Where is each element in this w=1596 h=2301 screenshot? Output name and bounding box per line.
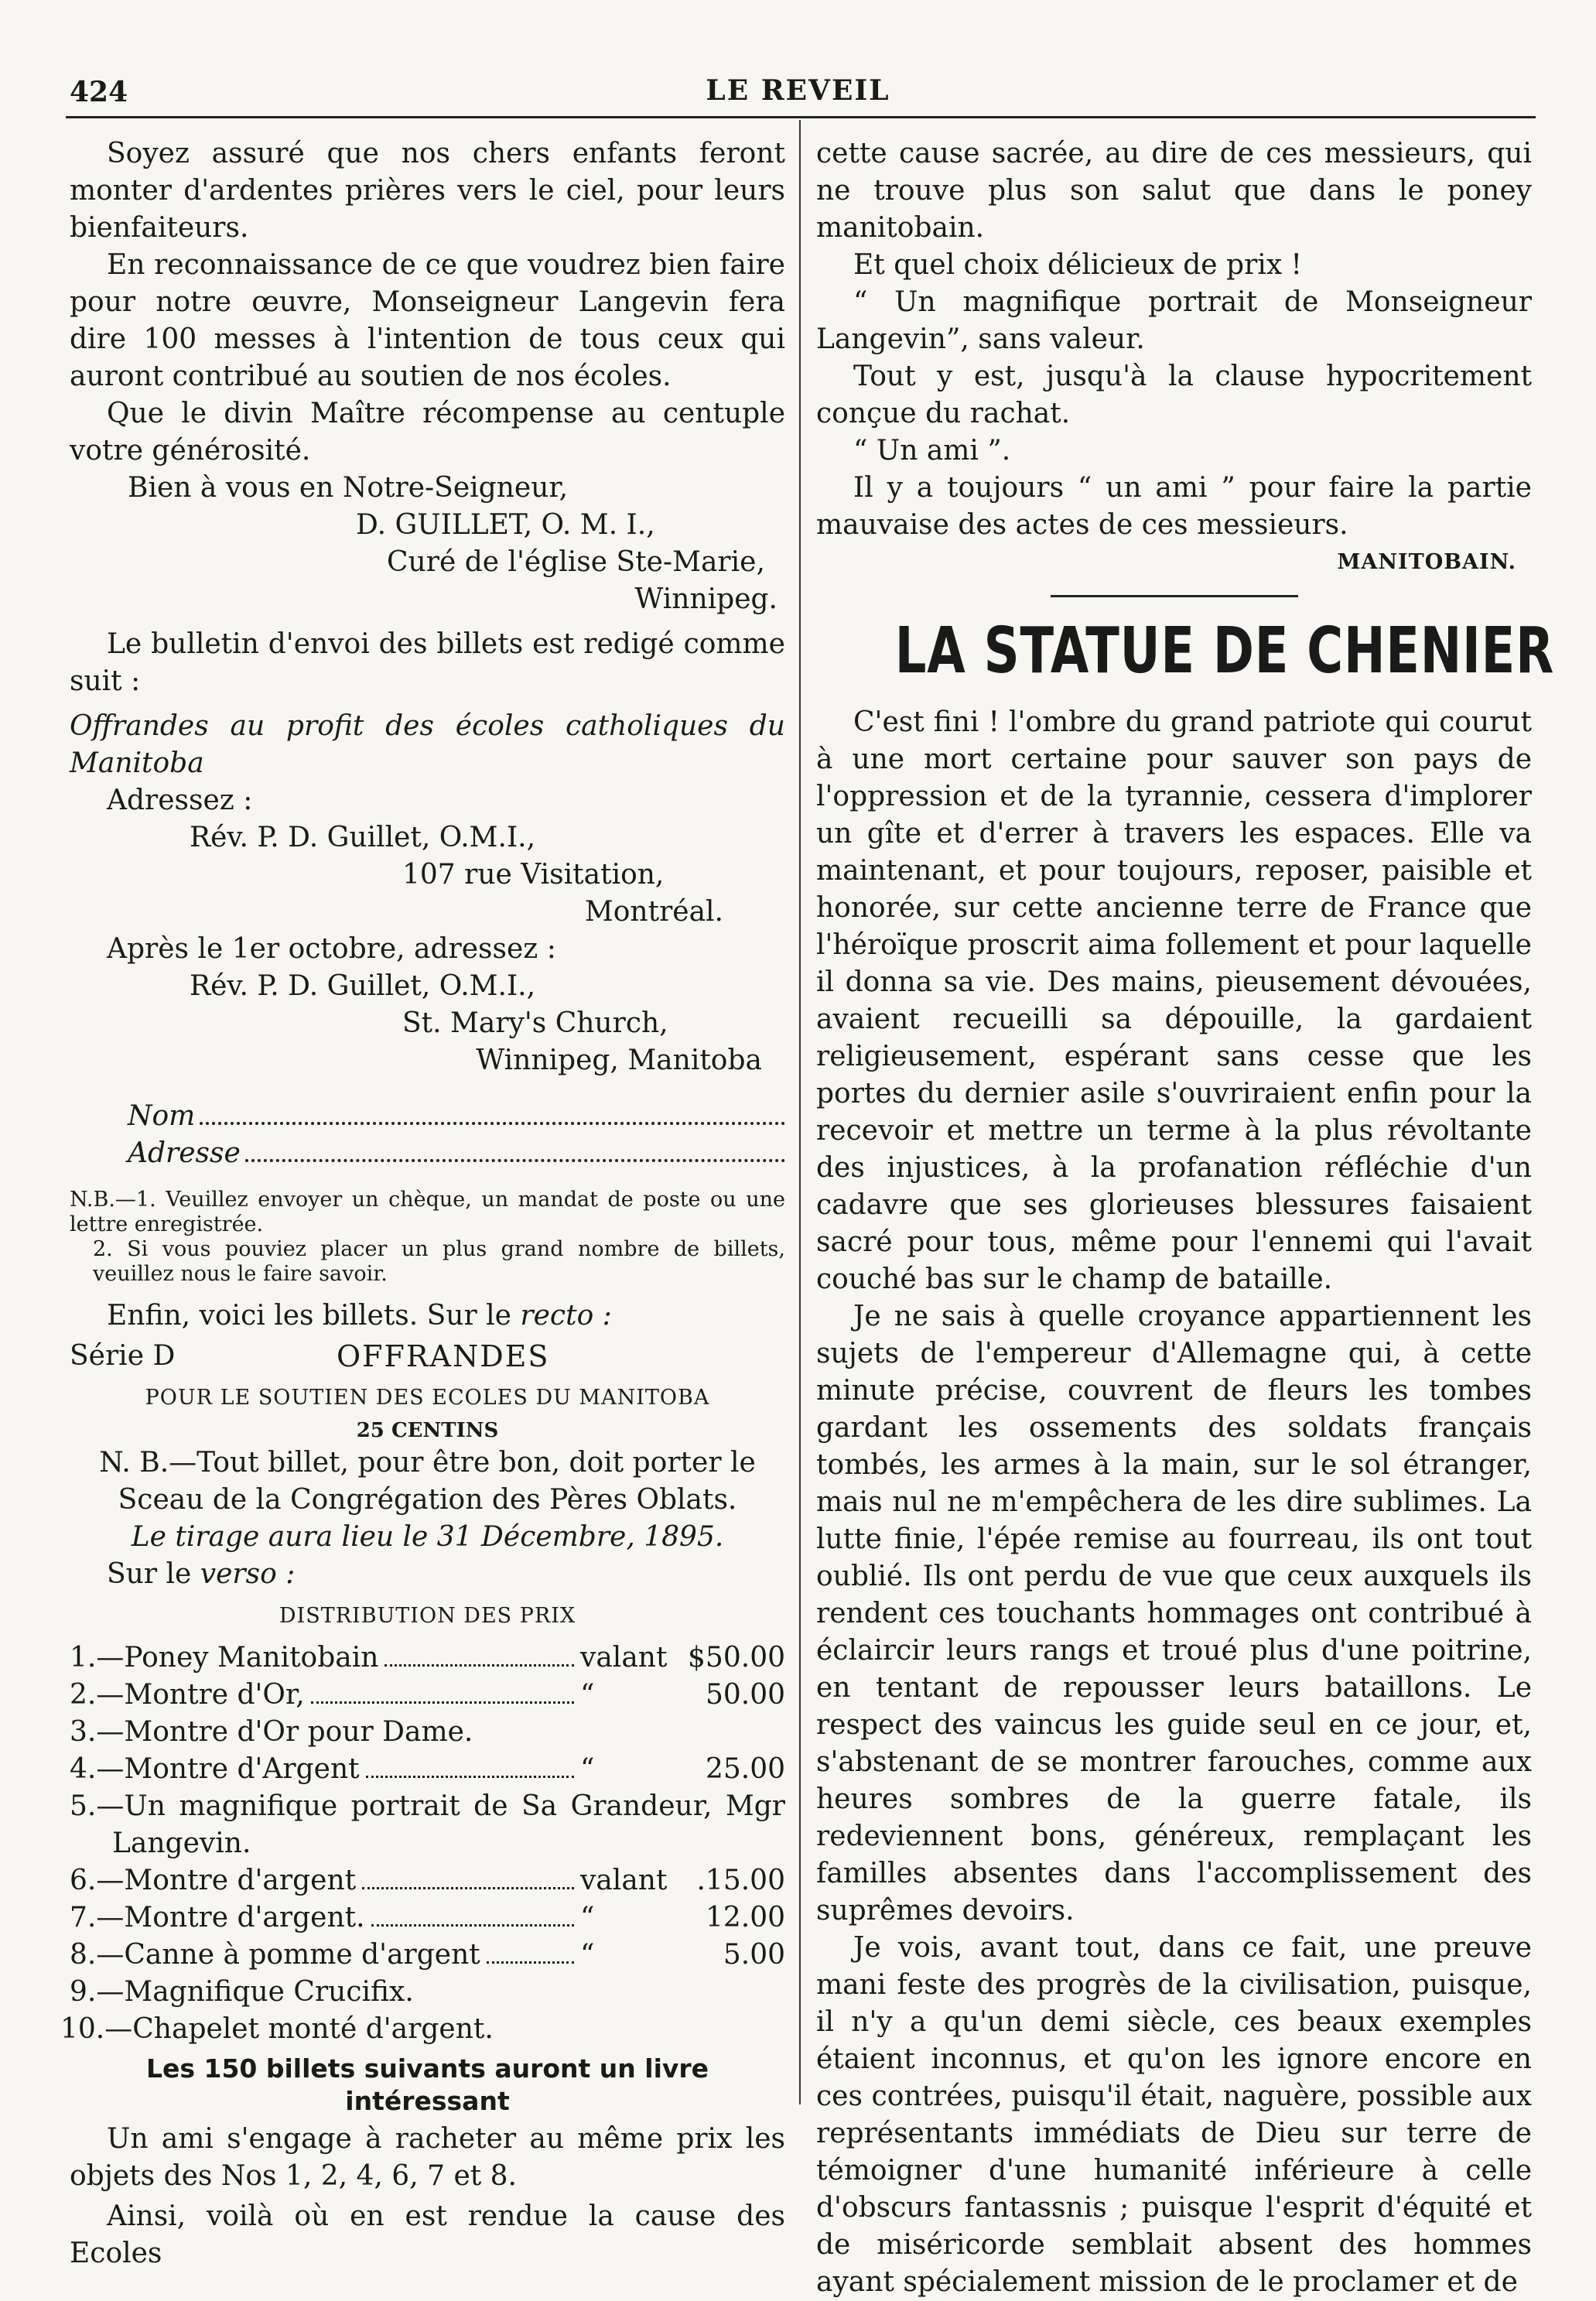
distribution-heading: DISTRIBUTION DES PRIX: [279, 1604, 576, 1628]
dotted-leader: [245, 1137, 785, 1162]
note: N.B.—1. Veuillez envoyer un chèque, un mandat de poste ou une lettre enregistrée.: [70, 1188, 785, 1236]
dotted-leader: [487, 1941, 574, 1964]
address-instruction: Après le 1er octobre, adressez :: [107, 933, 556, 965]
prize-unit: “: [580, 1939, 595, 1971]
paragraph: Je ne sais à quelle croyance appartiennent les sujets de l'empereur d'Allemagne qui, à cette minute précise, couvrent de fleurs les tombes gardant les ossements des soldats français tombés, les armes à la main, sur le sol étranger, mais nul ne m'empêchera de les dire sublimes. La lutte finie, l'épée remise au fourreau, ils ont tout oublié. Ils ont perdu de vue que ceux auxquels ils rendent ces touchants hommages ont contribué à éclaircir leurs rangs et troué plus d'une poitrine, en tentant de repousser leurs bataillons. Le respect des vaincus les guide seul en ce jour, et, s'abstenant de se montrer farouches, comme aux heures sombres de la guerre fatale, ils redeviennent bons, généreux, remplaçant les familles absentes dans l'accomplissement des suprêmes devoirs.: [816, 1301, 1532, 1927]
prize-label: 2.—Montre d'Or,: [70, 1679, 305, 1711]
dotted-leader: [366, 1756, 574, 1778]
ticket-price: 25 CENTINS: [356, 1419, 499, 1442]
prize-amount: .15.00: [696, 1865, 785, 1896]
page-number: 424: [70, 76, 128, 108]
prize-label: 1.—Poney Manitobain: [70, 1642, 379, 1674]
closing-line: Bien à vous en Notre-Seigneur,: [128, 472, 569, 504]
billets-heading: Les 150 billets suivants auront un livre intéressant: [145, 2053, 709, 2116]
prize-item: 10.—Chapelet monté d'argent.: [60, 2013, 494, 2045]
paragraph: En reconnaissance de ce que voudrez bien faire pour notre œuvre, Monseigneur Langevin fera dire 100 messes à l'intention de tous ceux qui auront contribué au soutien de nos écoles.: [70, 249, 785, 392]
left-column: [60, 135, 785, 2272]
dotted-leader: [479, 1721, 574, 1741]
adresse-field: [70, 1135, 785, 1172]
article-headline: LA STATUE DE CHENIER: [894, 614, 1555, 688]
prize-amount: 5.00: [723, 1939, 785, 1971]
address-city: Winnipeg, Manitoba: [476, 1045, 762, 1076]
prize-label: 7.—Montre d'argent.: [70, 1902, 365, 1933]
enfin-text: Enfin, voici les billets. Sur le: [107, 1300, 511, 1332]
nom-label: Nom: [128, 1100, 196, 1132]
prize-label: 8.—Canne à pomme d'argent: [70, 1939, 480, 1971]
dotted-leader: [362, 1867, 574, 1889]
nom-field: [70, 1098, 785, 1135]
dotted-leader: [311, 1681, 574, 1704]
dotted-leader: [371, 1904, 574, 1927]
address-city: Montréal.: [584, 896, 723, 928]
paragraph: cette cause sacrée, au dire de ces messieurs, qui ne trouve plus son salut que dans le poney manitobain.: [816, 138, 1532, 244]
prize-item: 9.—Magnifique Crucifix.: [70, 1976, 414, 2008]
paragraph: “ Un magnifique portrait de Monseigneur Langevin”, sans valeur.: [816, 286, 1532, 355]
note: 2. Si vous pouviez placer un plus grand nombre de billets, veuillez nous le faire savoir.: [93, 1237, 785, 1286]
prize-label: 6.—Montre d'argent: [70, 1865, 357, 1896]
paragraph: Que le divin Maître récompense au centuple votre générosité.: [70, 398, 785, 467]
prize-list: [70, 1639, 785, 1788]
paragraph: Ainsi, voilà où en est rendue la cause des Ecoles: [70, 2200, 785, 2269]
signature-city: Winnipeg.: [634, 583, 777, 615]
ticket-note: N. B.—Tout billet, pour être bon, doit porter le Sceau de la Congrégation des Pères Oblats.: [99, 1447, 756, 1516]
dotted-leader: [200, 1100, 785, 1125]
paragraph: Le bulletin d'envoi des billets est redigé comme suit :: [70, 628, 785, 697]
column-divider: [799, 120, 801, 2104]
paragraph: Tout y est, jusqu'à la clause hypocritement conçue du rachat.: [816, 361, 1532, 429]
prize-list: [70, 1862, 785, 1974]
signature-role: Curé de l'église Ste-Marie,: [387, 546, 765, 578]
prize-unit: “: [580, 1902, 595, 1933]
prize-item: [70, 1937, 785, 1974]
header-rule: [66, 116, 1536, 118]
prize-label: 3.—Montre d'Or pour Dame.: [70, 1716, 473, 1748]
paragraph: [70, 1556, 785, 1593]
address-name: Rév. P. D. Guillet, O.M.I.,: [190, 822, 536, 853]
address-street: 107 rue Visitation,: [402, 859, 665, 891]
series-label: Série D: [70, 1340, 176, 1372]
address-name: Rév. P. D. Guillet, O.M.I.,: [190, 970, 536, 1002]
prize-item: [70, 1639, 785, 1677]
prize-unit: “: [580, 1679, 595, 1711]
prize-amount: 12.00: [705, 1902, 785, 1933]
offrandes-caps: OFFRANDES: [337, 1339, 550, 1373]
address-church: St. Mary's Church,: [402, 1007, 668, 1039]
journal-title: LE REVEIL: [706, 74, 890, 107]
paragraph: Il y a toujours “ un ami ” pour faire la partie mauvaise des actes de ces messieurs.: [816, 472, 1532, 541]
prize-item: [70, 1862, 785, 1899]
prize-item: [70, 1751, 785, 1788]
tirage-line: Le tirage aura lieu le 31 Décembre, 1895.: [131, 1521, 724, 1553]
paragraph: Et quel choix délicieux de prix !: [853, 249, 1303, 281]
sur-le-text: Sur le: [107, 1558, 192, 1590]
dotted-leader: [384, 1644, 574, 1667]
section-rule: [1051, 595, 1298, 597]
adresse-label: Adresse: [128, 1137, 241, 1169]
paragraph: Un ami s'engage à racheter au même prix les objets des Nos 1, 2, 4, 6, 7 et 8.: [70, 2123, 785, 2192]
paragraph: Je vois, avant tout, dans ce fait, une preuve mani feste des progrès de la civilisation, puisque, il n'y a qu'un demi siècle, ces beaux exemples étaient inconnus, et qu'on les ignore encore en ces contrées, puisqu'il était, naguère, possible aux représentants immédiats de Dieu sur terre de témoigner d'une humanité inférieure à celle d'obscurs fantassnis ; puisque l'esprit d'équité et de miséricorde semblait absent des hommes ayant spécialement mission de le proclamer et de: [816, 1932, 1532, 2298]
offrandes-title: Offrandes au profit des écoles catholiques du Manitoba: [70, 710, 785, 779]
article-signature: MANITOBAIN.: [1337, 550, 1516, 574]
verso-word: verso :: [200, 1558, 296, 1590]
prize-item: [70, 1677, 785, 1714]
prize-amount: $50.00: [688, 1642, 785, 1674]
prize-item: 5.—Un magnifique portrait de Sa Grandeur, Mgr Langevin.: [70, 1790, 785, 1859]
paragraph: Soyez assuré que nos chers enfants feront monter d'ardentes prières vers le ciel, pour leurs bienfaiteurs.: [70, 138, 785, 244]
prize-unit: “: [580, 1753, 595, 1785]
signature-name: D. GUILLET, O. M. I.,: [356, 509, 655, 541]
prize-item: [70, 1714, 785, 1751]
right-column: [816, 135, 1555, 2301]
prize-label: 4.—Montre d'Argent: [70, 1753, 360, 1785]
prize-unit: valant: [580, 1865, 668, 1896]
paragraph: [70, 1298, 785, 1335]
prize-amount: 50.00: [705, 1679, 785, 1711]
prize-amount: 25.00: [705, 1753, 785, 1785]
recto-word: recto :: [520, 1300, 612, 1332]
ticket-series-line: [70, 1338, 785, 1375]
ticket-subtitle: POUR LE SOUTIEN DES ECOLES DU MANITOBA: [145, 1386, 710, 1410]
prize-item: [70, 1899, 785, 1937]
paragraph: “ Un ami ”.: [853, 435, 1011, 467]
address-instruction: Adressez :: [107, 785, 253, 816]
paragraph: C'est fini ! l'ombre du grand patriote qui courut à une mort certaine pour sauver son pays de l'oppression et de la tyrannie, cessera d'implorer un gîte et d'errer à travers les espaces. Elle va maintenant, et pour toujours, reposer, paisible et honorée, sur cette ancienne terre de France que l'héroïque proscrit aima follement et pour laquelle il donna sa vie. Des mains, pieusement dévouées, avaient recueilli sa dépouille, la gardaient religieusement, espérant sans cesse que les portes du dernier asile s'ouvriraient enfin pour la recevoir et mettre un terme à la plus révoltante des injustices, à la profanation réfléchie d'un cadavre que ses glorieuses blessures faisaient sacré pour tous, même pour l'ennemi qui l'avait couché bas sur le champ de bataille.: [816, 706, 1532, 1295]
prize-unit: valant: [580, 1642, 668, 1674]
